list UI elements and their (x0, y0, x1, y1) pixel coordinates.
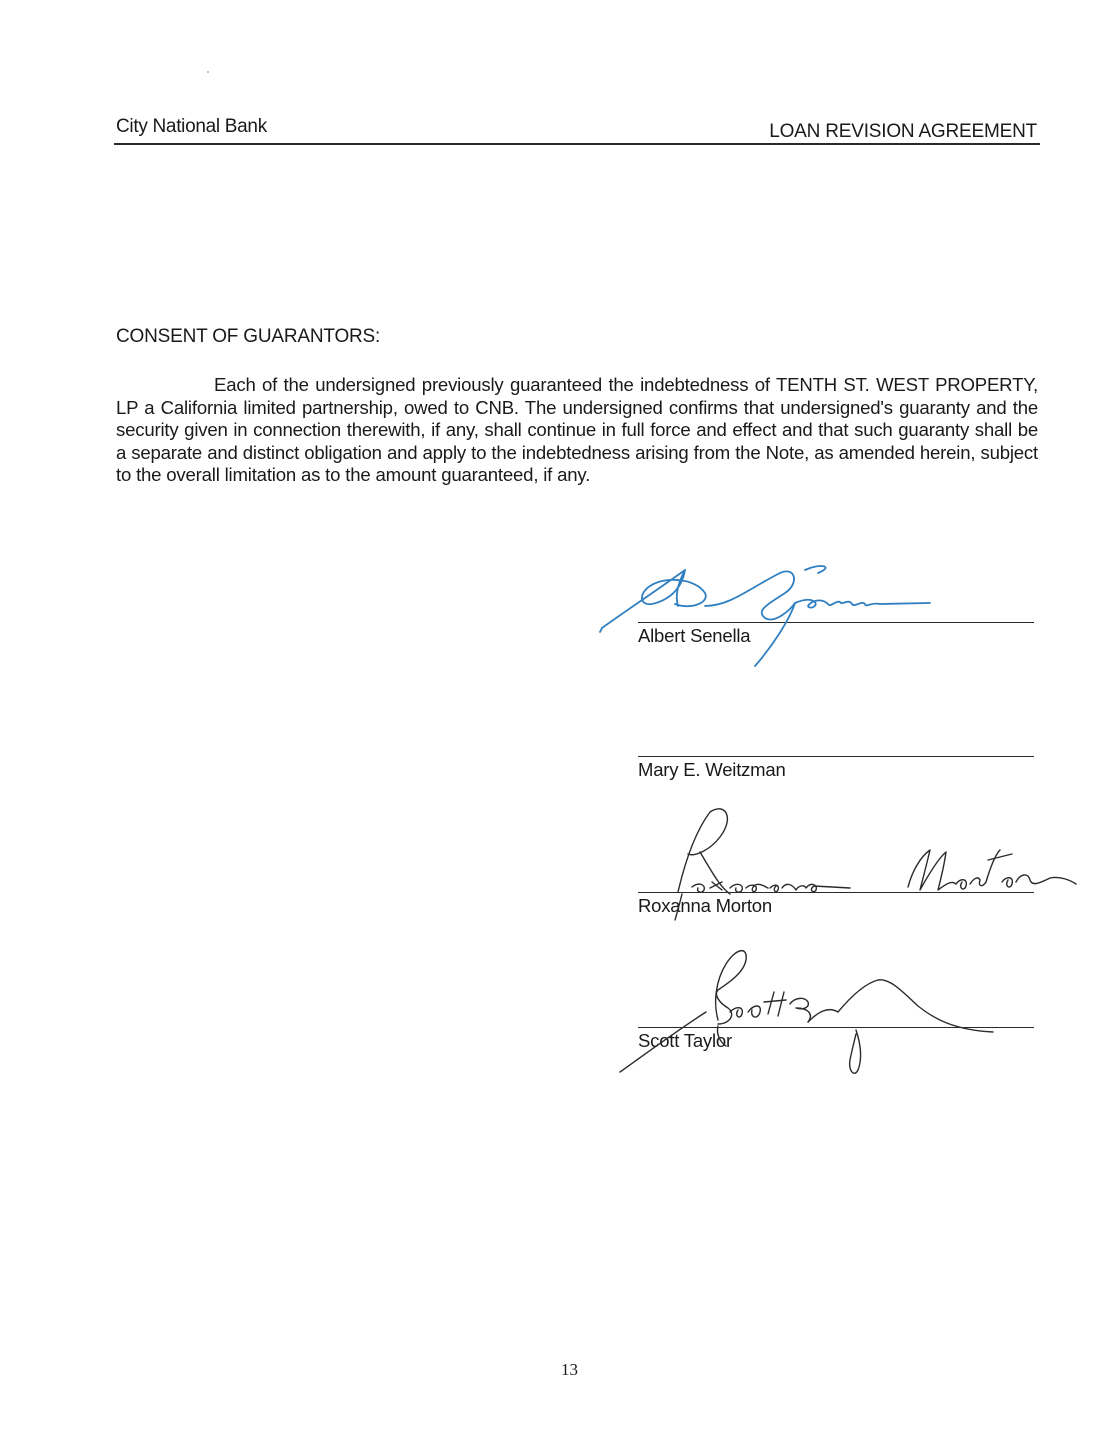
header-rule (114, 143, 1040, 145)
bank-name: City National Bank (116, 116, 267, 137)
section-heading: CONSENT OF GUARANTORS: (116, 326, 381, 347)
signatory-name: Scott Taylor (638, 1030, 732, 1052)
signatory-name: Roxanna Morton (638, 895, 772, 917)
signature-scott-taylor (618, 942, 998, 1077)
document-title: LOAN REVISION AGREEMENT (769, 121, 1037, 142)
signature-line (638, 756, 1034, 757)
scan-speck (207, 71, 209, 73)
signatory-name: Mary E. Weitzman (638, 759, 786, 781)
signature-albert-senella (590, 548, 940, 678)
signatory-name: Albert Senella (638, 625, 751, 647)
page-number: 13 (561, 1360, 578, 1379)
consent-paragraph: Each of the undersigned previously guaranteed the indebtedness of TENTH ST. WEST PROPERTY, LP a California limited partnership, owed to CNB. The undersigned confirms that undersigned's guaranty and the security given in connection therewith, if any, shall continue in full force and effect and that such guaranty shall be a separate and distinct obligation and apply to the indebtedness arising from the Note, as amended herein, subject to the overall limitation as to the amount guaranteed, if any. (116, 374, 1038, 485)
signature-roxanna-morton (640, 802, 1080, 932)
signature-block-mary-weitzman (638, 756, 1034, 781)
